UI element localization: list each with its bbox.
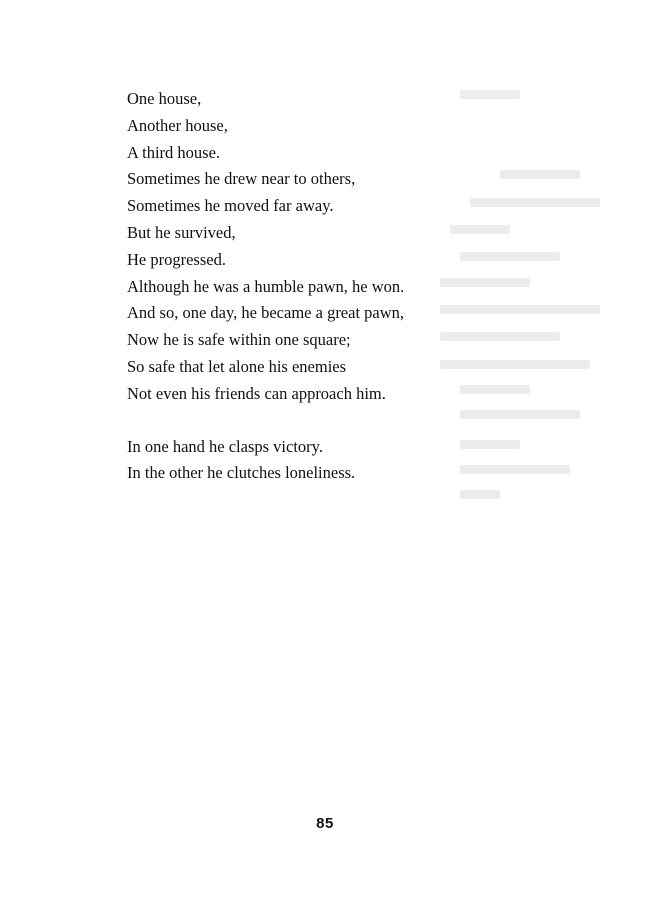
poem-line: A third house. (127, 142, 221, 162)
poem-line: In one hand he clasps victory. (127, 436, 323, 456)
stanza-2 (127, 434, 507, 488)
poem-line: But he survived, (127, 222, 236, 242)
poem-line: One house, (127, 89, 202, 108)
stanza-1 (127, 86, 507, 408)
poem-line: Sometimes he drew near to others, (127, 169, 356, 189)
poem-line: He progressed. (127, 249, 226, 269)
poem-line: And so, one day, he became a great pawn, (127, 303, 405, 323)
poem-line: So safe that let alone his enemies (127, 356, 347, 376)
poem-line: Sometimes he moved far away. (127, 196, 334, 216)
poem-line: Not even his friends can approach him. (127, 383, 386, 403)
poem-line: In the other he clutches loneliness. (127, 463, 356, 483)
poem-line: Although he was a humble pawn, he won. (127, 276, 405, 296)
poem-body (127, 86, 507, 487)
poem-line: Now he is safe within one square; (127, 330, 351, 350)
poem-line: Another house, (127, 115, 228, 135)
page-number: 85 (316, 815, 334, 832)
